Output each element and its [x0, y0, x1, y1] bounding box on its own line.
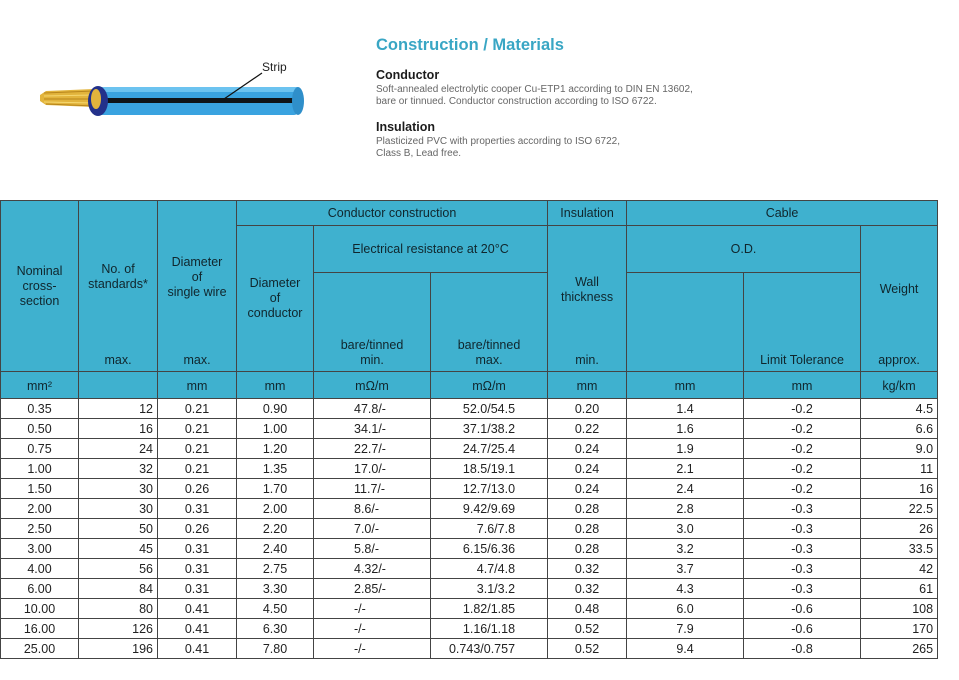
cell-wall-thickness: 0.28	[548, 539, 627, 559]
table-row	[1, 539, 938, 559]
cell-resistance-min: -/-	[314, 599, 431, 619]
cell-resistance-min: 2.85/-	[314, 579, 431, 599]
cell-weight: 42	[861, 559, 938, 579]
cell-conductor-diameter: 6.30	[237, 619, 314, 639]
cell-standards: 30	[79, 479, 158, 499]
cell-cross-section: 0.35	[1, 399, 79, 419]
cell-weight: 33.5	[861, 539, 938, 559]
header-conductor-diameter: Diameter of conductor	[237, 226, 314, 372]
group-insulation: Insulation	[548, 201, 627, 226]
cell-single-wire: 0.31	[158, 499, 237, 519]
cell-conductor-diameter: 2.00	[237, 499, 314, 519]
header-resistance-max: bare/tinned max.	[431, 273, 548, 372]
header-number-of-standards: No. of standards* max.	[79, 201, 158, 372]
cell-outer-diameter: 6.0	[627, 599, 744, 619]
header-single-wire-diameter: Diameter of single wire max.	[158, 201, 237, 372]
cell-limit-tolerance: -0.2	[744, 419, 861, 439]
cell-outer-diameter: 7.9	[627, 619, 744, 639]
cell-single-wire: 0.21	[158, 419, 237, 439]
cell-standards: 84	[79, 579, 158, 599]
cell-resistance-max: 52.0/54.5	[431, 399, 548, 419]
conductor-text: Soft-annealed electrolytic cooper Cu-ETP1 according to DIN EN 13602, bare or tinnued. Conductor construction according to ISO 6722.	[376, 84, 693, 107]
cell-weight: 108	[861, 599, 938, 619]
cell-standards: 196	[79, 639, 158, 659]
table-row	[1, 399, 938, 419]
cell-single-wire: 0.26	[158, 519, 237, 539]
cell-outer-diameter: 1.4	[627, 399, 744, 419]
cell-wall-thickness: 0.52	[548, 619, 627, 639]
unit-cell	[79, 372, 158, 399]
cell-limit-tolerance: -0.2	[744, 399, 861, 419]
cell-weight: 16	[861, 479, 938, 499]
cell-resistance-max: 3.1/3.2	[431, 579, 548, 599]
cell-resistance-min: 22.7/-	[314, 439, 431, 459]
cell-outer-diameter: 3.0	[627, 519, 744, 539]
cell-resistance-min: 7.0/-	[314, 519, 431, 539]
table-row	[1, 439, 938, 459]
conductor-section	[376, 68, 796, 108]
cell-standards: 45	[79, 539, 158, 559]
header-resistance-min: bare/tinned min.	[314, 273, 431, 372]
cell-standards: 24	[79, 439, 158, 459]
cell-conductor-diameter: 1.35	[237, 459, 314, 479]
cell-limit-tolerance: -0.3	[744, 559, 861, 579]
cell-resistance-max: 7.6/7.8	[431, 519, 548, 539]
conductor-heading: Conductor	[376, 68, 440, 82]
cell-limit-tolerance: -0.2	[744, 439, 861, 459]
cell-outer-diameter: 4.3	[627, 579, 744, 599]
cell-resistance-min: 5.8/-	[314, 539, 431, 559]
cell-limit-tolerance: -0.3	[744, 519, 861, 539]
cell-standards: 80	[79, 599, 158, 619]
cell-resistance-max: 0.743/0.757	[431, 639, 548, 659]
unit-cell: kg/km	[861, 372, 938, 399]
cell-limit-tolerance: -0.3	[744, 539, 861, 559]
unit-cell: mΩ/m	[431, 372, 548, 399]
cell-limit-tolerance: -0.6	[744, 599, 861, 619]
cell-cross-section: 10.00	[1, 599, 79, 619]
cell-resistance-min: 17.0/-	[314, 459, 431, 479]
cell-resistance-min: -/-	[314, 619, 431, 639]
cell-weight: 265	[861, 639, 938, 659]
cell-outer-diameter: 3.7	[627, 559, 744, 579]
header-limit-tolerance: Limit Tolerance	[744, 273, 861, 372]
cell-standards: 30	[79, 499, 158, 519]
page-title: Construction / Materials	[376, 36, 564, 54]
cell-conductor-diameter: 1.00	[237, 419, 314, 439]
header-weight: Weight approx.	[861, 226, 938, 372]
unit-cell: mm	[237, 372, 314, 399]
cell-cross-section: 3.00	[1, 539, 79, 559]
copper-conductor-icon	[40, 89, 94, 107]
cell-cross-section: 2.50	[1, 519, 79, 539]
table-row	[1, 599, 938, 619]
cell-weight: 26	[861, 519, 938, 539]
cell-conductor-diameter: 2.40	[237, 539, 314, 559]
cell-resistance-min: 11.7/-	[314, 479, 431, 499]
table-row	[1, 459, 938, 479]
cell-cross-section: 0.50	[1, 419, 79, 439]
cell-wall-thickness: 0.28	[548, 499, 627, 519]
strip-label: Strip	[262, 60, 287, 74]
header-wall-thickness: Wall thickness min.	[548, 226, 627, 372]
header-od-value	[627, 273, 744, 372]
cell-weight: 4.5	[861, 399, 938, 419]
cell-wall-thickness: 0.20	[548, 399, 627, 419]
cell-single-wire: 0.26	[158, 479, 237, 499]
cell-wall-thickness: 0.48	[548, 599, 627, 619]
cell-resistance-max: 1.82/1.85	[431, 599, 548, 619]
cell-outer-diameter: 1.6	[627, 419, 744, 439]
cell-weight: 9.0	[861, 439, 938, 459]
cell-resistance-max: 4.7/4.8	[431, 559, 548, 579]
unit-cell: mm²	[1, 372, 79, 399]
cell-outer-diameter: 2.8	[627, 499, 744, 519]
cell-resistance-max: 37.1/38.2	[431, 419, 548, 439]
cell-resistance-max: 1.16/1.18	[431, 619, 548, 639]
cell-conductor-diameter: 0.90	[237, 399, 314, 419]
cell-single-wire: 0.31	[158, 539, 237, 559]
cell-limit-tolerance: -0.2	[744, 479, 861, 499]
unit-cell: mΩ/m	[314, 372, 431, 399]
cell-standards: 126	[79, 619, 158, 639]
table-row	[1, 479, 938, 499]
cell-resistance-min: 4.32/-	[314, 559, 431, 579]
cell-single-wire: 0.31	[158, 579, 237, 599]
cell-wall-thickness: 0.22	[548, 419, 627, 439]
cell-resistance-min: 8.6/-	[314, 499, 431, 519]
unit-cell: mm	[548, 372, 627, 399]
insulation-section	[376, 120, 796, 160]
table-row	[1, 639, 938, 659]
unit-cell: mm	[158, 372, 237, 399]
cell-conductor-diameter: 7.80	[237, 639, 314, 659]
cell-outer-diameter: 2.4	[627, 479, 744, 499]
cell-weight: 6.6	[861, 419, 938, 439]
cell-resistance-max: 24.7/25.4	[431, 439, 548, 459]
cell-cross-section: 1.50	[1, 479, 79, 499]
cell-conductor-diameter: 3.30	[237, 579, 314, 599]
units-row	[1, 372, 938, 399]
cell-outer-diameter: 2.1	[627, 459, 744, 479]
cell-outer-diameter: 9.4	[627, 639, 744, 659]
cell-limit-tolerance: -0.3	[744, 499, 861, 519]
cell-resistance-max: 18.5/19.1	[431, 459, 548, 479]
table-row	[1, 559, 938, 579]
cell-weight: 22.5	[861, 499, 938, 519]
cell-weight: 170	[861, 619, 938, 639]
table-row	[1, 619, 938, 639]
table-row	[1, 419, 938, 439]
cell-cross-section: 2.00	[1, 499, 79, 519]
table-row	[1, 499, 938, 519]
unit-cell: mm	[744, 372, 861, 399]
cell-conductor-diameter: 1.20	[237, 439, 314, 459]
cell-resistance-max: 6.15/6.36	[431, 539, 548, 559]
cell-standards: 32	[79, 459, 158, 479]
cell-wall-thickness: 0.52	[548, 639, 627, 659]
cell-weight: 11	[861, 459, 938, 479]
cell-single-wire: 0.21	[158, 399, 237, 419]
cell-cross-section: 6.00	[1, 579, 79, 599]
cell-single-wire: 0.21	[158, 439, 237, 459]
cell-conductor-diameter: 2.75	[237, 559, 314, 579]
cable-insulation-icon	[88, 86, 304, 116]
cell-single-wire: 0.41	[158, 619, 237, 639]
header-nominal-cross-section: Nominal cross- section	[1, 201, 79, 372]
table-row	[1, 519, 938, 539]
cell-cross-section: 0.75	[1, 439, 79, 459]
cell-wall-thickness: 0.24	[548, 459, 627, 479]
cell-outer-diameter: 1.9	[627, 439, 744, 459]
cell-wall-thickness: 0.32	[548, 559, 627, 579]
cell-resistance-max: 9.42/9.69	[431, 499, 548, 519]
group-electrical-resistance: Electrical resistance at 20°C	[314, 226, 548, 273]
cell-wall-thickness: 0.32	[548, 579, 627, 599]
specification-table	[0, 200, 938, 659]
insulation-heading: Insulation	[376, 120, 436, 134]
cell-single-wire: 0.41	[158, 599, 237, 619]
cell-weight: 61	[861, 579, 938, 599]
cell-single-wire: 0.41	[158, 639, 237, 659]
cell-cross-section: 25.00	[1, 639, 79, 659]
cell-single-wire: 0.31	[158, 559, 237, 579]
cell-cross-section: 4.00	[1, 559, 79, 579]
cell-resistance-min: -/-	[314, 639, 431, 659]
specification-rows	[1, 399, 938, 659]
cell-standards: 12	[79, 399, 158, 419]
cell-limit-tolerance: -0.6	[744, 619, 861, 639]
cell-limit-tolerance: -0.8	[744, 639, 861, 659]
cell-standards: 56	[79, 559, 158, 579]
cell-cross-section: 16.00	[1, 619, 79, 639]
cell-limit-tolerance: -0.3	[744, 579, 861, 599]
cell-resistance-min: 47.8/-	[314, 399, 431, 419]
cell-cross-section: 1.00	[1, 459, 79, 479]
cell-resistance-min: 34.1/-	[314, 419, 431, 439]
group-outer-diameter: O.D.	[627, 226, 861, 273]
construction-info	[376, 36, 796, 160]
cell-wall-thickness: 0.24	[548, 479, 627, 499]
cell-single-wire: 0.21	[158, 459, 237, 479]
cell-resistance-max: 12.7/13.0	[431, 479, 548, 499]
cell-conductor-diameter: 2.20	[237, 519, 314, 539]
cell-limit-tolerance: -0.2	[744, 459, 861, 479]
cell-standards: 16	[79, 419, 158, 439]
table-row	[1, 579, 938, 599]
cell-wall-thickness: 0.28	[548, 519, 627, 539]
insulation-text: Plasticized PVC with properties according to ISO 6722, Class B, Lead free.	[376, 136, 621, 159]
group-conductor-construction: Conductor construction	[237, 201, 548, 226]
cell-wall-thickness: 0.24	[548, 439, 627, 459]
unit-cell: mm	[627, 372, 744, 399]
cable-illustration	[36, 55, 316, 135]
cell-standards: 50	[79, 519, 158, 539]
cell-conductor-diameter: 1.70	[237, 479, 314, 499]
cell-conductor-diameter: 4.50	[237, 599, 314, 619]
cell-outer-diameter: 3.2	[627, 539, 744, 559]
group-cable: Cable	[627, 201, 938, 226]
